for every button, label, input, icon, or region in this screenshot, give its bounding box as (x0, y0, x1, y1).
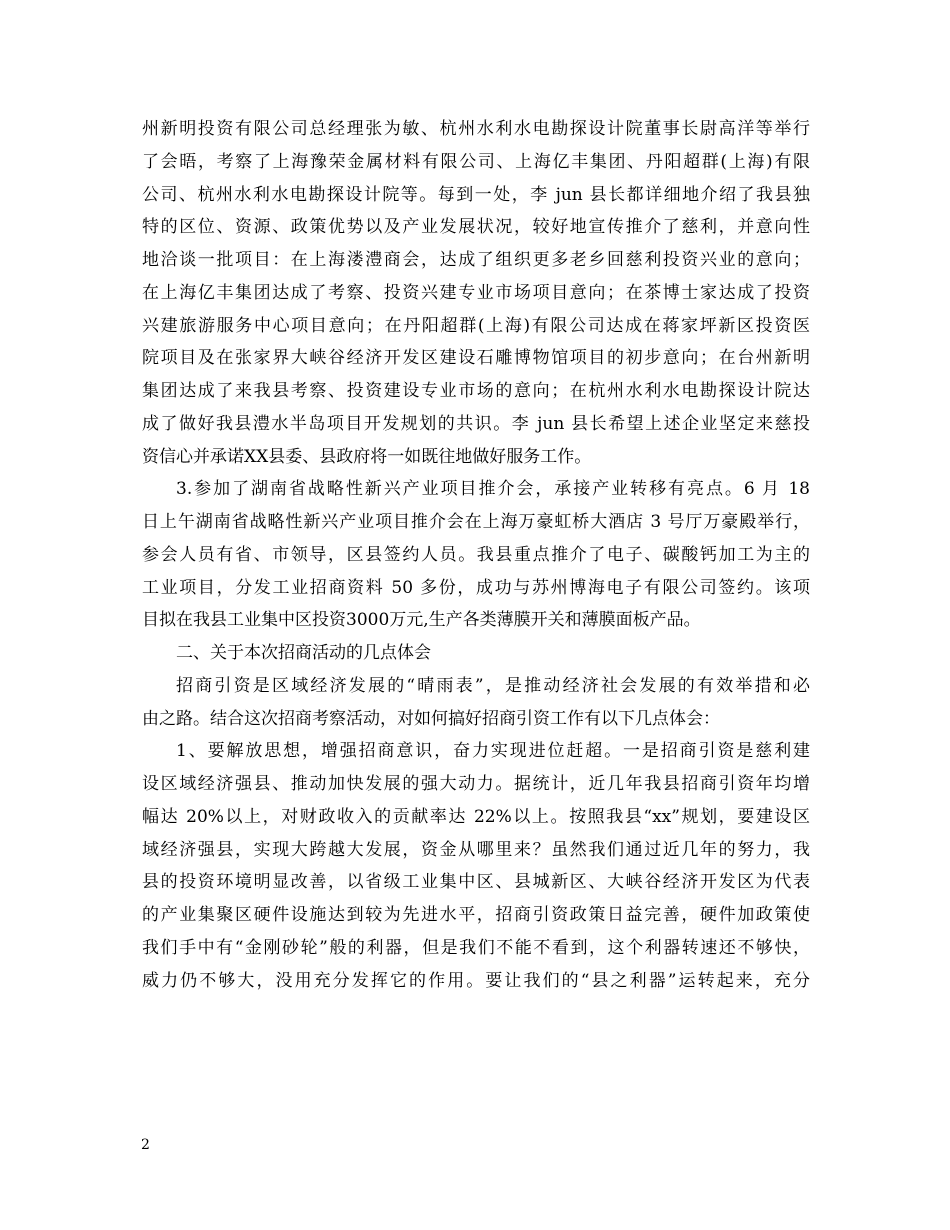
text-line: 域经济强县，实现大跨越大发展，资金从哪里来？虽然我们通过近几年的努力，我 (142, 839, 810, 860)
text-line: 了会晤，考察了上海豫荣金属材料有限公司、上海亿丰集团、丹阳超群(上海)有限 (142, 151, 810, 172)
text-line: 集团达成了来我县考察、投资建设专业市场的意向；在杭州水利水电勘探设计院达 (142, 381, 810, 401)
page-number: 2 (141, 1137, 150, 1153)
text-line: 1、要解放思想，增强招商意识，奋力实现进位赶超。一是招商引资是慈利建 (176, 741, 810, 762)
text-line: 在上海亿丰集团达成了考察、投资兴建专业市场项目意向；在茶博士家达成了投资 (142, 282, 810, 303)
text-line: 公司、杭州水利水电勘探设计院等。每到一处，李 jun 县长都详细地介绍了我县独 (142, 184, 810, 205)
text-line: 成了做好我县澧水半岛项目开发规划的共识。李 jun 县长希望上述企业坚定来慈投 (142, 413, 810, 434)
text-line: 的产业集聚区硬件设施达到较为先进水平，招商引资政策日益完善，硬件加政策使 (142, 905, 810, 925)
text-line: 由之路。结合这次招商考察活动，对如何搞好招商引资工作有以下几点体会： (142, 708, 720, 729)
text-line: 州新明投资有限公司总经理张为敏、杭州水利水电勘探设计院董事长尉高洋等举行 (142, 119, 810, 139)
text-line: 目拟在我县工业集中区投资3000万元,生产各类薄膜开关和薄膜面板产品。 (142, 610, 701, 631)
text-line: 工业项目，分发工业招商资料 50 多份，成功与苏州博海电子有限公司签约。该项 (142, 577, 810, 598)
text-line: 院项目及在张家界大峡谷经济开发区建设石雕博物馆项目的初步意向；在台州新明 (142, 348, 810, 369)
text-line: 我们手中有“金刚砂轮”般的利器，但是我们不能不看到，这个利器转速还不够快， (142, 937, 810, 958)
text-line: 二、关于本次招商活动的几点体会 (176, 643, 431, 663)
text-line: 设区域经济强县、推动加快发展的强大动力。据统计，近几年我县招商引资年均增 (142, 774, 810, 794)
text-line: 资信心并承诺XX县委、县政府将一如既往地做好服务工作。 (142, 446, 592, 467)
text-line: 3.参加了湖南省战略性新兴产业项目推介会，承接产业转移有亮点。6 月 18 (176, 479, 810, 500)
text-line: 日上午湖南省战略性新兴产业项目推介会在上海万豪虹桥大酒店 3 号厅万豪殿举行， (142, 512, 810, 532)
text-line: 幅达 20%以上，对财政收入的贡献率达 22%以上。按照我县“xx”规划，要建设区 (142, 806, 810, 827)
text-line: 参会人员有省、市领导，区县签约人员。我县重点推介了电子、碳酸钙加工为主的 (142, 544, 810, 565)
text-line: 地洽谈一批项目：在上海溇澧商会，达成了组织更多老乡回慈利投资兴业的意向； (142, 250, 810, 270)
text-line: 招商引资是区域经济发展的“晴雨表”，是推动经济社会发展的有效举措和必 (176, 675, 810, 696)
text-line: 特的区位、资源、政策优势以及产业发展状况，较好地宣传推介了慈利，并意向性 (142, 217, 810, 238)
text-line: 威力仍不够大，没用充分发挥它的作用。要让我们的“县之利器”运转起来，充分 (142, 970, 810, 991)
document-body (142, 113, 810, 997)
text-line: 兴建旅游服务中心项目意向；在丹阳超群(上海)有限公司达成在蒋家坪新区投资医 (142, 315, 810, 336)
text-line: 县的投资环境明显改善，以省级工业集中区、县城新区、大峡谷经济开发区为代表 (142, 872, 810, 893)
